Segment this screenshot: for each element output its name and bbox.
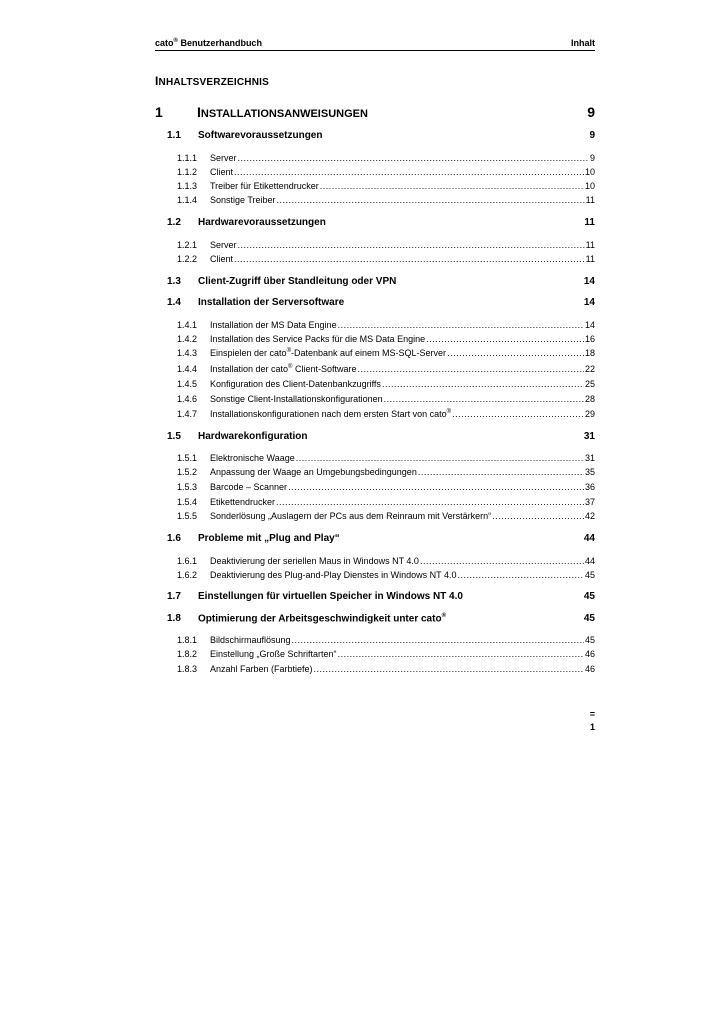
toc-heading: INHALTSVERZEICHNIS	[155, 74, 269, 88]
toc-entry: 1.8.3 Anzahl Farben (Farbtiefe) ..... 46	[155, 664, 595, 674]
toc-section: 1.5 Hardwarekonfiguration 31	[167, 431, 595, 442]
toc-entry: 1.1.3 Treiber für Etikettendrucker ..... 10	[155, 181, 595, 191]
toc-entry: 1.4.3 Einspielen der cato®-Datenbank auf einem MS-SQL-Server ..... 18	[155, 348, 595, 358]
toc-entry: 1.1.2 Client ..... 10	[155, 167, 595, 177]
toc-section: 1.7 Einstellungen für virtuellen Speicher in Windows NT 4.0 45	[167, 591, 595, 602]
toc-entry: 1.4.4 Installation der cato® Client-Software ..... 22	[155, 364, 595, 374]
toc-entry: 1.5.1 Elektronische Waage ..... 31	[155, 453, 595, 463]
page-header	[155, 36, 595, 51]
header-title: cato® Benutzerhandbuch	[155, 38, 262, 48]
toc-entry: 1.4.7 Installationskonfigurationen nach dem ersten Start von cato® ..... 29	[155, 409, 595, 419]
toc-entry: 1.4.6 Sonstige Client-Installationskonfigurationen ..... 28	[155, 394, 595, 404]
toc-entry: 1.4.2 Installation des Service Packs für die MS Data Engine ..... 16	[155, 334, 595, 344]
toc-entry: 1.1.1 Server ..... 9	[155, 153, 595, 163]
toc-section: 1.3 Client-Zugriff über Standleitung oder VPN 14	[167, 276, 595, 287]
toc-entry: 1.2.1 Server ..... 11	[155, 240, 595, 250]
toc-section: 1.4 Installation der Serversoftware 14	[167, 297, 595, 308]
toc-entry: 1.8.2 Einstellung „Große Schriftarten“ ..... 46	[155, 649, 595, 659]
toc-entry: 1.4.1 Installation der MS Data Engine ..... 14	[155, 320, 595, 330]
toc-entry: 1.5.5 Sonderlösung „Auslagern der PCs aus dem Reinraum mit Verstärkern“ ..... 42	[155, 511, 595, 521]
toc-section: 1.8 Optimierung der Arbeitsgeschwindigkeit unter cato® 45	[167, 613, 595, 625]
toc-entry: 1.1.4 Sonstige Treiber ..... 11	[155, 195, 595, 205]
page-number: 1	[589, 722, 595, 732]
toc-section: 1.6 Probleme mit „Plug and Play“ 44	[167, 533, 595, 544]
toc-entry: 1.5.4 Etikettendrucker ..... 37	[155, 497, 595, 507]
header-section: Inhalt	[571, 38, 595, 48]
toc-entry: 1.6.1 Deaktivierung der seriellen Maus in Windows NT 4.0 ..... 44	[155, 556, 595, 566]
toc-entry: 1.5.2 Anpassung der Waage an Umgebungsbedingungen ..... 35	[155, 467, 595, 477]
toc-entry: 1.8.1 Bildschirmauflösung ..... 45	[155, 635, 595, 645]
toc-entry: 1.2.2 Client ..... 11	[155, 254, 595, 264]
page-footer	[560, 708, 595, 734]
footer-mark: =	[589, 709, 595, 719]
toc-section: 1.2 Hardwarevoraussetzungen 11	[167, 217, 595, 228]
toc-chapter-1: 1 INSTALLATIONSANWEISUNGEN 9	[155, 104, 595, 120]
toc-entry: 1.4.5 Konfiguration des Client-Datenbankzugriffs ..... 25	[155, 379, 595, 389]
toc-section: 1.1 Softwarevoraussetzungen 9	[167, 130, 595, 141]
toc-entry: 1.5.3 Barcode – Scanner ..... 36	[155, 482, 595, 492]
toc-entry: 1.6.2 Deaktivierung des Plug-and-Play Dienstes in Windows NT 4.0 ..... 45	[155, 570, 595, 580]
